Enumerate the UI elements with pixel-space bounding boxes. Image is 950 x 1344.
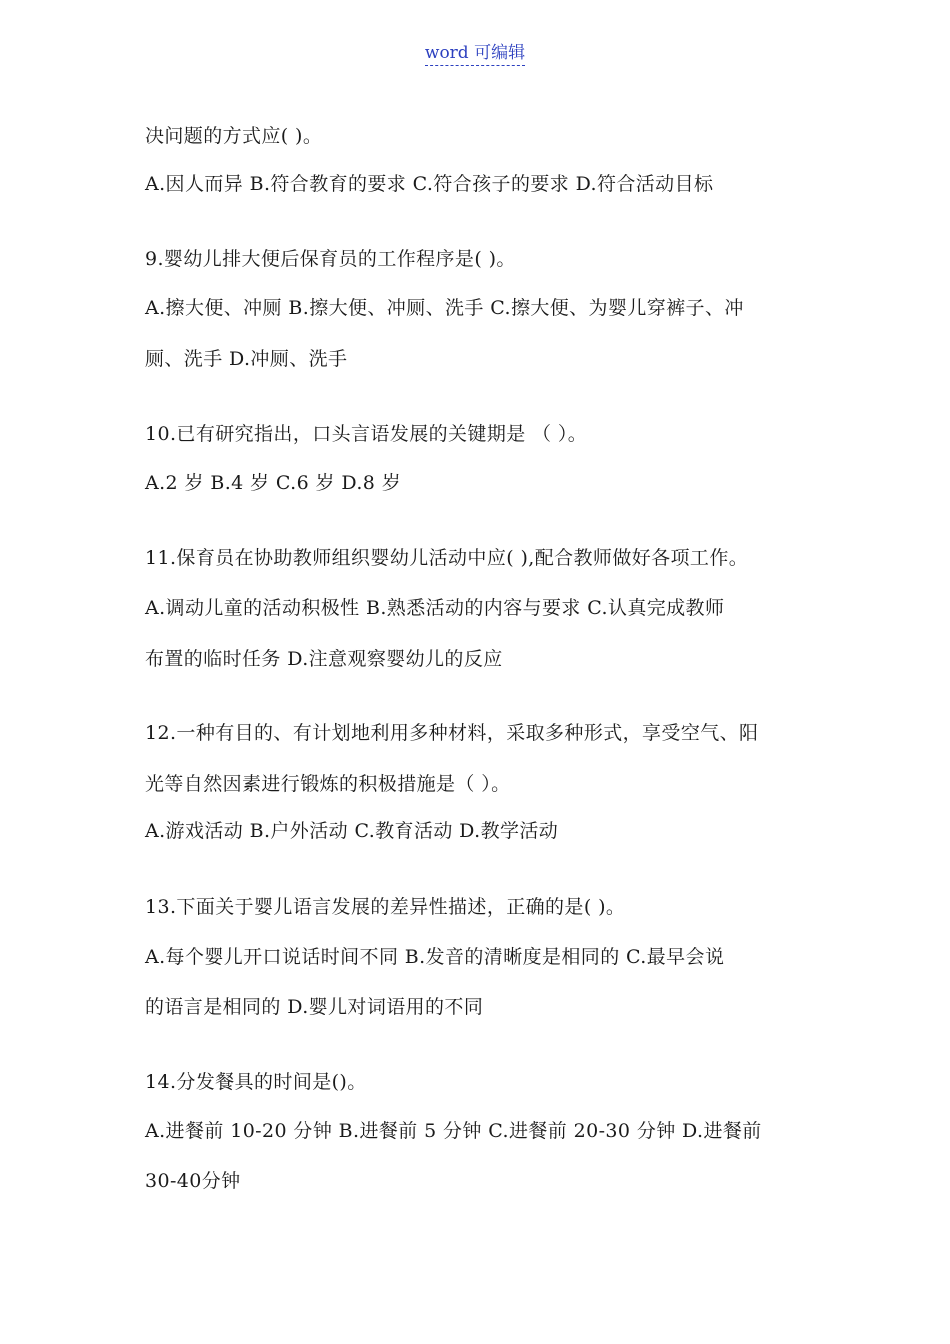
header-link-text[interactable]: word 可编辑 <box>425 43 525 66</box>
question-13-options-cont: 的语言是相同的 D.婴儿对词语用的不同 <box>145 996 484 1018</box>
question-14-stem: 14.分发餐具的时间是()。 <box>145 1071 367 1093</box>
question-11-stem: 11.保育员在协助教师组织婴幼儿活动中应( ),配合教师做好各项工作。 <box>145 547 749 569</box>
header-link[interactable] <box>0 38 950 63</box>
question-9-options-cont: 厕、洗手 D.冲厕、洗手 <box>145 348 348 370</box>
question-8-stem-cont: 决问题的方式应( )。 <box>145 125 323 147</box>
question-10-stem: 10.已有研究指出，口头言语发展的关键期是 （ ）。 <box>145 423 588 445</box>
question-14-options-cont: 30-40分钟 <box>145 1170 241 1192</box>
question-12-stem: 12.一种有目的、有计划地利用多种材料，采取多种形式，享受空气、阳 <box>145 722 759 744</box>
question-13-options: A.每个婴儿开口说话时间不同 B.发音的清晰度是相同的 C.最早会说 <box>145 946 725 968</box>
question-14-options: A.进餐前 10-20 分钟 B.进餐前 5 分钟 C.进餐前 20-30 分钟 D.进餐前 <box>145 1120 762 1142</box>
question-8-options: A.因人而异 B.符合教育的要求 C.符合孩子的要求 D.符合活动目标 <box>145 173 714 195</box>
question-9-options: A.擦大便、冲厕 B.擦大便、冲厕、洗手 C.擦大便、为婴儿穿裤子、冲 <box>145 297 744 319</box>
question-12-options: A.游戏活动 B.户外活动 C.教育活动 D.教学活动 <box>145 820 559 842</box>
question-12-stem-cont: 光等自然因素进行锻炼的积极措施是（ ）。 <box>145 773 511 795</box>
question-11-options-cont: 布置的临时任务 D.注意观察婴幼儿的反应 <box>145 648 503 670</box>
question-9-stem: 9.婴幼儿排大便后保育员的工作程序是( )。 <box>145 248 516 270</box>
question-11-options: A.调动儿童的活动积极性 B.熟悉活动的内容与要求 C.认真完成教师 <box>145 597 725 619</box>
question-13-stem: 13.下面关于婴儿语言发展的差异性描述，正确的是( )。 <box>145 896 626 918</box>
question-10-options: A.2 岁 B.4 岁 C.6 岁 D.8 岁 <box>145 472 402 494</box>
